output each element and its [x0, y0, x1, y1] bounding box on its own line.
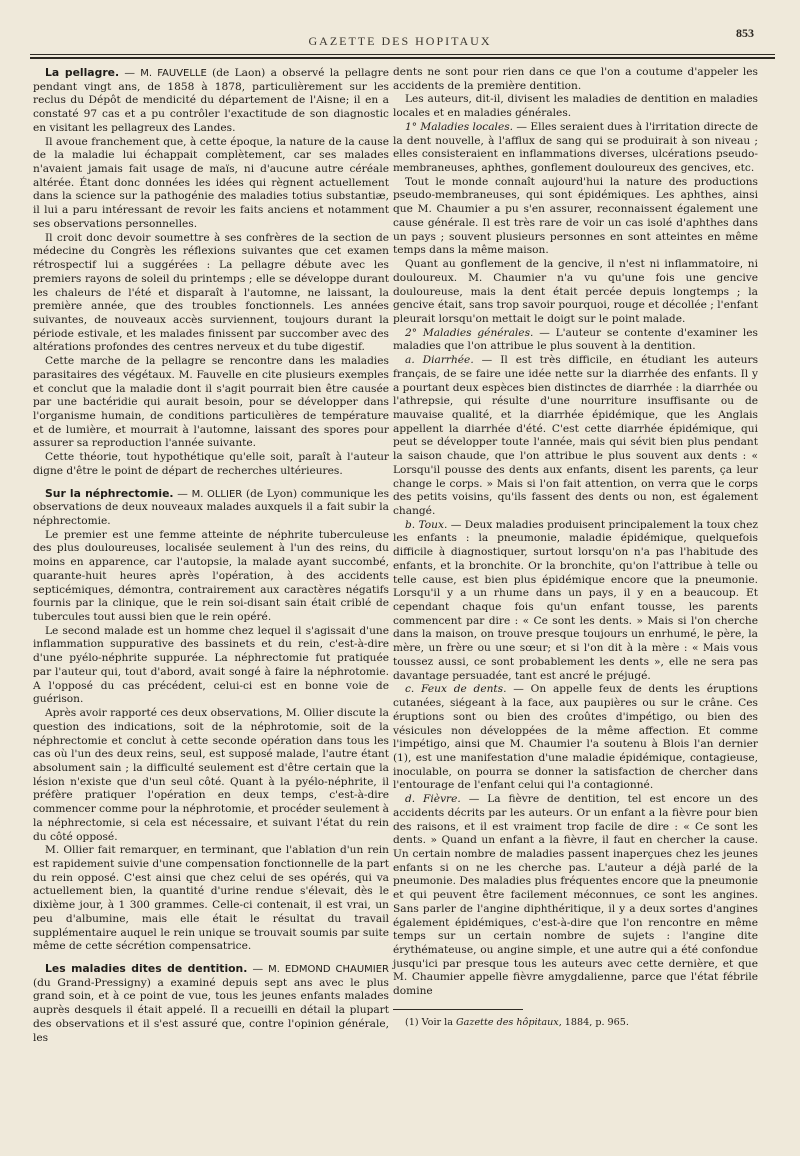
paragraph-text: — Il est très difficile, en étudiant les auteurs français, de se faire une idée nette sur la diarrhée des enfants. Il y a pourtant deux espèces bien distinctes de diarrhée : la diarrhée ou l'athrepsie, qui résulte d'une nourriture insuffisante ou de mauvaise qualité, et la diarrhée épidémique, que les Anglais appellent la diarrhée d'été. C'est cette diarrhée épidémique, qui peut se développer toute l'année, mais qui sévit bien plus pendant la saison chaude, que l'on attribue le plus souvent aux dents : « Lorsqu'il pousse des dents aux enfants, disent les parents, ça leur change le corps. » Mais si l'on fait attention, on verra que le corps des petits voisins, qu'ils fassent des dents ou non, est également changé. [393, 354, 759, 517]
paragraph-text: Le second malade est un homme chez lequel il s'agissait d'une inflammation suppurative des bassinets et du rein, c'est-à-dire d'une pyélo-néphrite suppurée. La néphrectomie fut pratiquée par l'auteur qui, tout d'abord, avait songé à faire la néphrotomie. A l'opposé du cas précédent, celui-ci est en bonne voie de guérison. [33, 624, 389, 706]
section-paragraph: Les maladies dites de dentition. — M. EDMOND CHAUMIER (du Grand-Pressigny) a examiné depuis sept ans avec le plus grand soin, et à ce point de vue, tous les jeunes enfants malades auprès desquels il était appelé. Il a recueilli en détail la plupart des observations et il s'est assuré que, contre l'opinion générale, les [33, 962, 389, 1044]
section-gap [33, 954, 389, 962]
header-rule-thick [30, 57, 775, 59]
paragraph-text: Cette théorie, tout hypothétique qu'elle soit, paraît à l'auteur digne d'être le point de départ de recherches ultérieures. [33, 451, 389, 477]
paragraph-text: (de Lyon) communique les observations de deux nouveaux malades auxquels il a fait subir la néphrectomie. [33, 487, 390, 527]
paragraph-text: Le premier est une femme atteinte de néphrite tuberculeuse des plus douloureuses, localisée seulement à l'un des reins, du moins en apparence, car l'autopsie, la malade ayant succombé, quarante-huit heures après l'opération, à des accidents septicémiques, démontra, contrairement aux caractères négatifs fournis par la clinique, que le rein soi-disant sain était criblé de tubercules tout aussi bien que le rein opéré. [33, 528, 389, 624]
footnote-rule [393, 1009, 523, 1010]
paragraph-text: (de Laon) a observé la pellagre pendant vingt ans, de 1858 à 1878, particulièrement sur les reclus du Dépôt de mendicité du département de l'Aisne; il en a constaté 97 cas et a pu contrôler l'exactitude de son diagnostic en visitant les pellagreux des Landes. [33, 67, 389, 134]
paragraph-text: dents ne sont pour rien dans ce que l'on a coutume d'appeler les accidents de la première dentition. [393, 66, 758, 92]
paragraph-text: — Deux maladies produisent principalement la toux chez les enfants : la pneumonie, maladie épidémique, quelquefois difficile à diagnostiquer, surtout lorsqu'on n'a pas l'habitude des enfants, et la bronchite. Or la bronchite, qu'on l'attribue à telle ou telle cause, est bien plus épidémique encore que la pneumonie. Lorsqu'il y a un rhume dans un pays, il y en a beaucoup. Et cependant chaque fois qu'un enfant tousse, les parents commencent par dire : « Ce sont les dents. » Mais si l'on cherche dans la maison, on trouve presque toujours un enrhumé, le père, la mère, un frère ou une sœur; et si l'on dit à la mère : « Mais vous toussez aussi, ce sont probablement les dents », elle ne sera pas davantage persuadée, tant est ancré le préjugé. [393, 518, 758, 682]
paragraph [393, 519, 758, 684]
right-column [393, 66, 758, 1030]
paragraph-text: Quant au gonflement de la gencive, il n'est ni inflammatoire, ni douloureux. M. Chaumier n'a vu qu'une fois une gencive douloureuse, mais la dent était percée depuis longtemps ; la gencive était, sans trop savoir pourquoi, rouge et décollée ; l'enfant pleurait lorsqu'on mettait le doigt sur le point malade. [393, 258, 758, 325]
paragraph-text: Il avoue franchement que, à cette époque, la nature de la cause de la maladie lui échappait complètement, car ses malades n'avaient jamais fait usage de maïs, ni d'aucune autre céréale altérée. Étant donc données les idées qui règnent actuellement dans la science sur la pathogénie des maladies totius substantiæ, il lui a paru intéressant de revoir les faits anciens et notamment ses observations personnelles. [33, 135, 389, 230]
footnote-journal: Gazette des hôpitaux [456, 1016, 559, 1028]
subheading: 1° Maladies locales. [405, 120, 514, 133]
paragraph [393, 66, 758, 93]
paragraph-text: — Elles seraient dues à l'irritation directe de la dent nouvelle, à l'afflux de sang qui se produirait à son niveau ; elles consisteraient en inflammations diverses, ulcérations pseudo-membraneuses, aphthes, gonflement douloureux des gencives, etc. [393, 120, 758, 175]
section-title: Sur la néphrectomie. [45, 486, 174, 500]
paragraph [33, 232, 389, 355]
paragraph [393, 93, 758, 120]
paragraph-text: Tout le monde connaît aujourd'hui la nature des productions pseudo-membraneuses, qui sont épidémiques. Les aphthes, ainsi que M. Chaumier a pu s'en assurer, reconnaissent également une cause générale. Il est très rare de voir un cas isolé d'aphthes dans un pays ; souvent plusieurs personnes en sont atteintes en même temps dans la même maison. [393, 175, 758, 257]
paragraph [33, 136, 389, 232]
paragraph [393, 683, 758, 793]
subheading: a. Diarrhée. [405, 354, 474, 367]
paragraph [393, 793, 758, 999]
subheading: d. Fièvre. [405, 793, 461, 806]
section-gap [33, 479, 389, 487]
paragraph-text: Après avoir rapporté ces deux observations, M. Ollier discute la question des indications, soit de la néphrotomie, soit de la néphrectomie et conclut à cette seconde opération dans tous les cas où l'un des deux reins, seul, est supposé malade, l'autre étant absolument sain ; la difficulté seulement est d'être certain que la lésion n'existe que d'un seul côté. Quant à la pyélo-néphrite, il préfère pratiquer l'opération en deux temps, c'est-à-dire commencer comme pour la néphrotomie, et procéder seulement à la néphrectomie, si cela est nécessaire, et suivant l'état du rein du côté opposé. [33, 707, 389, 843]
paragraph [33, 529, 389, 625]
paragraph-text: — On appelle feux de dents les éruptions cutanées, siégeant à la face, aux paupières ou sur le crâne. Ces éruptions sont ou bien des croûtes d'impétigo, ou bien des vésicules non développées de la même affection. Et comme l'impétigo, ainsi que M. Chaumier l'a soutenu à Blois l'an dernier (1), est une manifestation d'une maladie épidémique, contagieuse, inoculable, on pourra se donner la satisfaction de chercher dans l'entourage de l'enfant celui qui l'a contagionné. [393, 683, 758, 792]
footnote-suffix: , 1884, p. 965. [558, 1016, 629, 1028]
paragraph [33, 625, 389, 707]
paragraph-text: Cette marche de la pellagre se rencontre dans les maladies parasitaires des végétaux. M. Fauvelle en cite plusieurs exemples et conclut que la maladie dont il s'agit pourrait bien être causée par une bactéridie qui aurait besoin, pour se développer dans l'organisme humain, de conditions particulières de température et de lumière, et mourrait à l'automne, laissant des spores pour assurer sa reproduction l'année suivante. [33, 355, 389, 450]
author-name: M. EDMOND CHAUMIER [268, 964, 389, 975]
author-name: M. FAUVELLE [140, 68, 207, 79]
section-title: La pellagre. [45, 66, 120, 79]
paragraph-text: Les auteurs, dit-il, divisent les maladies de dentition en maladies locales et en maladies générales. [393, 93, 758, 120]
paragraph [33, 355, 389, 451]
subheading: 2° Maladies générales. [405, 326, 534, 339]
author-name: M. OLLIER [191, 488, 243, 500]
footnote [393, 1016, 758, 1030]
running-head: GAZETTE DES HOPITAUX [308, 34, 492, 48]
paragraph-text: (du Grand-Pressigny) a examiné depuis sept ans avec le plus grand soin, et à ce point de vue, tous les jeunes enfants malades auprès desquels il était appelé. Il a recueilli en détail la plupart des observations et il s'est assuré que, contre l'opinion générale, les [33, 976, 389, 1044]
paragraph-text: — L'auteur se contente d'examiner les maladies que l'on attribue le plus souvent à la dentition. [393, 326, 758, 353]
paragraph [393, 258, 758, 327]
paragraph [393, 121, 758, 176]
paragraph-text: Il croit donc devoir soumettre à ses confrères de la section de médecine du Congrès les réflexions suivantes que cet examen rétrospectif lui a suggérées : La pellagre débute avec les premiers rayons de soleil du printemps ; elle se développe durant les chaleurs de l'été et disparaît à l'automne, ne laissant, la première année, que des troubles fonctionnels. Les années suivantes, de nouveaux accès surviennent, toujours durant la période estivale, et les malades finissent par succomber avec des altérations profondes des centres nerveux et du tube digestif. [33, 231, 389, 354]
paragraph [393, 327, 758, 354]
section-title: Les maladies dites de dentition. [45, 962, 248, 975]
paragraph-text: — La fièvre de dentition, tel est encore un des accidents décrits par les auteurs. Or un enfant a la fièvre pour bien des raisons, et il est vraiment trop facile de dire : « Ce sont les dents. » Quand un enfant a la fièvre, il faut en chercher la cause. Un certain nombre de maladies passent inaperçues chez les jeunes enfants si on ne les cherche pas. L'auteur a déjà parlé de la pneumonie. Des maladies plus fréquentes encore que la pneumonie et qui peuvent être facilement méconnues, ce sont les angines. Sans parler de l'angine diphthéritique, il y a deux sortes d'angines également épidémiques, c'est-à-dire que l'on rencontre en même temps sur un certain nombre de sujets : l'angine dite érythémateuse, ou angine simple, et une autre qui a été confondue jusqu'ici par presque tous les auteurs avec cette dernière, et que M. Chaumier appelle fièvre amygdalienne, parce que l'état fébrile domine [393, 793, 759, 998]
left-column [33, 66, 389, 1045]
paragraph [33, 844, 389, 954]
paragraph [33, 707, 389, 844]
section-paragraph: La pellagre. — M. FAUVELLE (de Laon) a observé la pellagre pendant vingt ans, de 1858 à 1878, particulièrement sur les reclus du Dépôt de mendicité du département de l'Aisne; il en a constaté 97 cas et a pu contrôler l'exactitude de son diagnostic en visitant les pellagreux des Landes. [33, 66, 389, 134]
footnote-prefix: (1) Voir la [405, 1016, 457, 1028]
subheading: b. Toux. [405, 518, 448, 531]
paragraph-text: M. Ollier fait remarquer, en terminant, que l'ablation d'un rein est rapidement suivie d'une compensation fonctionnelle de la part du rein opposé. C'est ainsi que chez celui de ses opérés, qui va actuellement bien, la quantité d'urine rendue s'élevait, dès le dixième jour, à 1 300 grammes. Celle-ci contenait, il est vrai, un peu d'albumine, mais elle était le résultat du travail supplémentaire auquel le rein unique se trouvait soumis par suite même de cette sécrétion compensatrice. [33, 844, 389, 953]
paragraph [393, 176, 758, 258]
subheading: c. Feux de dents. [405, 683, 507, 696]
page-number: 853 [736, 26, 754, 40]
paragraph [33, 451, 389, 478]
header-rule [30, 54, 775, 55]
paragraph [393, 354, 758, 519]
section-paragraph: Sur la néphrectomie. — M. OLLIER (de Lyon) communique les observations de deux nouveaux malades auxquels il a fait subir la néphrectomie. [33, 486, 390, 527]
